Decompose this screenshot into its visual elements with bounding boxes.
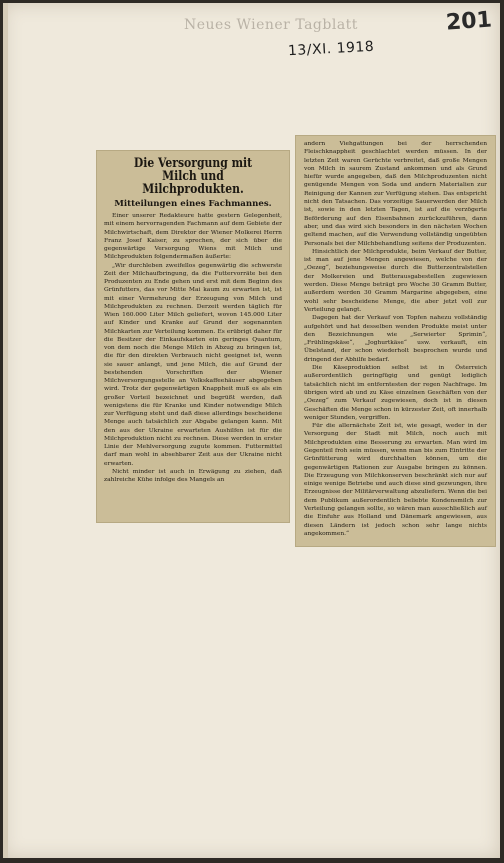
- handwritten-date: 13/XI. 1918: [287, 38, 375, 60]
- clipping-column-2: [296, 136, 495, 546]
- column-1-text: [104, 212, 282, 484]
- paragraph: Dagegen hat der Verkauf von Topfen nahezu vollständig aufgehört und hat desselben wenden Produkte meist unter den Bezeichnungen wie „Serwierter Sprimin“, „Frühlingskäse“, „Joghurtkäse“ usw. verkauft, ein Übelstand, der schon wiederholt besprochen wurde und dringend der Abhilfe bedarf.: [304, 315, 487, 363]
- paragraph: Hinsichtlich der Milchprodukte, beim Verkauf der Butter, ist man auf jene Mengen angewiesen, welche von der „Oezeg“, beziehungsweise durch die Butterzentralstellen der Molkereien und Butterausgabestellen zugewiesen werden. Diese Menge beträgt pro Woche 30 Gramm Butter, außerdem werden 30 Gramm Margarine abgegeben, eine wohl sehr bescheidene Menge, die aber jetzt voll zur Verteilung gelangt.: [304, 248, 487, 313]
- page-number: 201: [445, 7, 493, 36]
- paragraph: „Wir durchleben zweifellos gegenwärtig die schwerste Zeit der Milchaufbringung, da die Futtervorräte bei den Produzenten zu Ende gehen und erst mit dem Beginn des Grünfutters, das vor Mitte Mai kaum zu erwarten ist, ist mit einer Vermehrung der Erzeugung von Milch und Milchprodukten zu rechnen. Derzeit werden täglich für Wien 160.000 Liter Milch geliefert, wovon 145.000 Liter auf Kinder und Kranke auf Grund der sogenannten Milchkarten zur Verteilung kommen. Es erübrigt daher für die Besitzer der Einkaufskarten ein geringes Quantum, von dem noch die Menge Milch in Abzug zu bringen ist, die für den direkten Verbrauch nicht geeignet ist, wenn sie sauer anlangt, und jene Milch, die auf Grund der bestehenden Vorschriften der Wiener Milchversorgungsstelle an Volkskaffeehäuser abgegeben wird. Trotz der gegenwärtigen Knappheit muß es als ein großer Vorteil bezeichnet und begrüßt werden, daß wenigstens die für Kranke und Kinder notwendige Milch zur Verfügung steht und daß diese allerdings bescheidene Menge auch tatsächlich zur Abgabe gelangen kann. Mit den aus der Ukraine erwarteten Aushilfen ist für die Milchproduktion nicht zu rechnen. Diese werden in erster Linie der Mehlversorgung zugute kommen. Futtermittel darf man wohl in absehbarer Zeit aus der Ukraine nicht erwarten.: [104, 261, 282, 467]
- article-subheadline: Mitteilungen eines Fachmannes.: [114, 199, 272, 209]
- column-2-text: [304, 140, 487, 538]
- paragraph: Nicht minder ist auch in Erwägung zu ziehen, daß zahlreiche Kühe infolge des Mangels an: [104, 467, 282, 483]
- sheet-edge: [3, 3, 8, 858]
- clipping-column-1: [97, 151, 289, 522]
- newspaper-stamp: Neues Wiener Tagblatt: [184, 17, 358, 33]
- paragraph: Für die allernächste Zeit ist, wie gesagt, weder in der Versorgung der Stadt mit Milch, noch auch mit Milchprodukten eine Besserung zu erwarten. Man wird im Gegenteil froh sein müssen, wenn man bis zum Eintritte der Grünfütterung wird durchhalten können, um die gegenwärtigen Rationen zur Ausgabe bringen zu können. Die Erzeugung von Milchkonserven beschränkt sich nur auf einige wenige Betriebe und auch diese sind gezwungen, ihre Erzeugnisse der Militärverwaltung abzuliefern. Wenn die bei dem Publikum außerordentlich beliebte Kondensmilch zur Verteilung gelangen sollte, so wären man ausschließlich auf die Einfuhr aus Holland und Dänemark angewiesen, aus diesen Ländern ist jedoch schon sehr lange nichts angekommen.“: [304, 423, 487, 537]
- paragraph: andern Viehgattungen bei der herrschenden Fleischknappheit geschlachtet werden müssen. In der letzten Zeit waren Gerüchte verbreitet, daß große Mengen von Milch in saurem Zustand ankommen und als Grund hiefür wurde angegeben, daß den Milchproduzenten nicht genügende Mengen von Soda und andern Materialien zur Reinigung der Kannen zur Verfügung stehen. Das entspricht nicht den Tatsachen. Das vorzeitige Sauerwerden der Milch ist, sowie in den letzten Tagen, ist auf die verzögerte Beförderung auf den Eisenbahnen zurückzuführen, dann aber, und das wird sich besonders in den nächsten Wochen geltend machen, auf die Verwendung vollständig ungeübten Personals bei der Milchbehandlung seitens der Produzenten.: [304, 141, 487, 247]
- paragraph: Einer unserer Redakteure hatte gestern Gelegenheit, mit einem hervorragenden Fachmann auf dem Gebiete der Milchwirtschaft, dem Direktor der Wiener Molkerei Herrn Franz Josef Kaiser, zu sprechen, der sich über die gegenwärtige Versorgung Wiens mit Milch und Milchprodukten folgendermaßen äußerte:: [104, 212, 282, 261]
- paragraph: Die Käseproduktion selbst ist in Österreich außerordentlich geringfügig und genügt lediglich tatsächlich nicht im entferntesten der regen Nachfrage. Im übrigen wird ab und zu Käse einzelnen Geschäften von der „Oezeg“ zum Verkauf zugewiesen, doch ist in diesen Geschäften die Menge schon in kürzester Zeit, oft innerhalb weniger Stunden, vergriffen.: [304, 365, 487, 421]
- article-headline: Die Versorgung mit Milch und Milchprodukten.: [133, 156, 253, 197]
- archive-sheet: [3, 3, 500, 858]
